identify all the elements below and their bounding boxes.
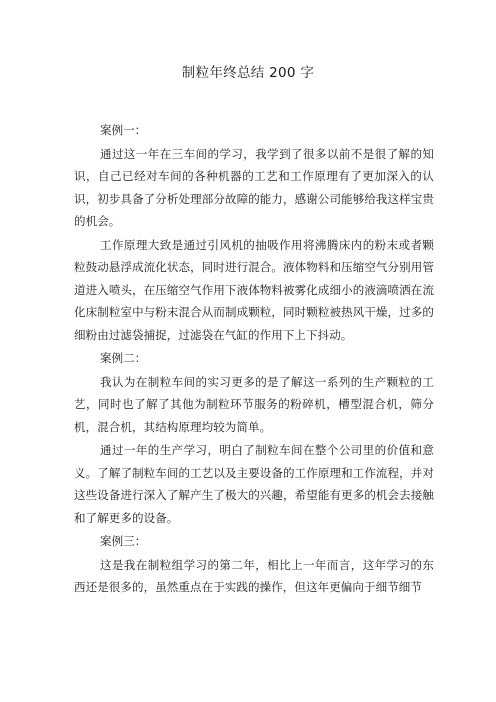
paragraph-1: 通过这一年在三车间的学习，我学到了很多以前不是很了解的知识，自己已经对车间的各种机器的工艺和工作原理有了更加深入的认识，初步具备了分析处理部分故障的能力，感谢公司能够给我这样宝贵的机会。 — [74, 146, 434, 228]
case-heading-3: 案例三： — [100, 534, 147, 548]
paragraph-5: 这是我在制粒组学习的第二年，相比上一年而言，这年学习的东西还是很多的，虽然重点在于实践的操作，但这年更偏向于细节细节 — [74, 557, 434, 594]
paragraph-4: 通过一年的生产学习，明白了制粒车间在整个公司里的价值和意义。了解了制粒车间的工艺以及主要设备的工作原理和工作流程，并对这些设备进行深入了解产生了极大的兴趣，希望能有更多的机会去接触和了解更多的设备。 — [74, 443, 434, 525]
case-heading-1: 案例一： — [100, 123, 147, 137]
document-title: 制粒年终总结 200 字 — [181, 65, 315, 81]
paragraph-3: 我认为在制粒车间的实习更多的是了解这一系列的生产颗粒的工艺，同时也了解了其他为制粒环节服务的粉碎机，槽型混合机，筛分机，混合机，其结构原理均较为简单。 — [74, 374, 434, 434]
case-heading-2: 案例二： — [100, 351, 147, 365]
paragraph-2: 工作原理大致是通过引风机的抽吸作用将沸腾床内的粉末或者颗粒鼓动悬浮成流化状态，同时进行混合。液体物料和压缩空气分别用管道进入喷头，在压缩空气作用下液体物料被雾化成细小的液滴喷洒在流化床制粒室中与粉末混合从而制成颗粒，同时颗粒被热风干燥，过多的细粉由过滤袋捕捉，过滤袋在气缸的作用下上下抖动。 — [74, 237, 434, 342]
document-body — [74, 119, 434, 600]
